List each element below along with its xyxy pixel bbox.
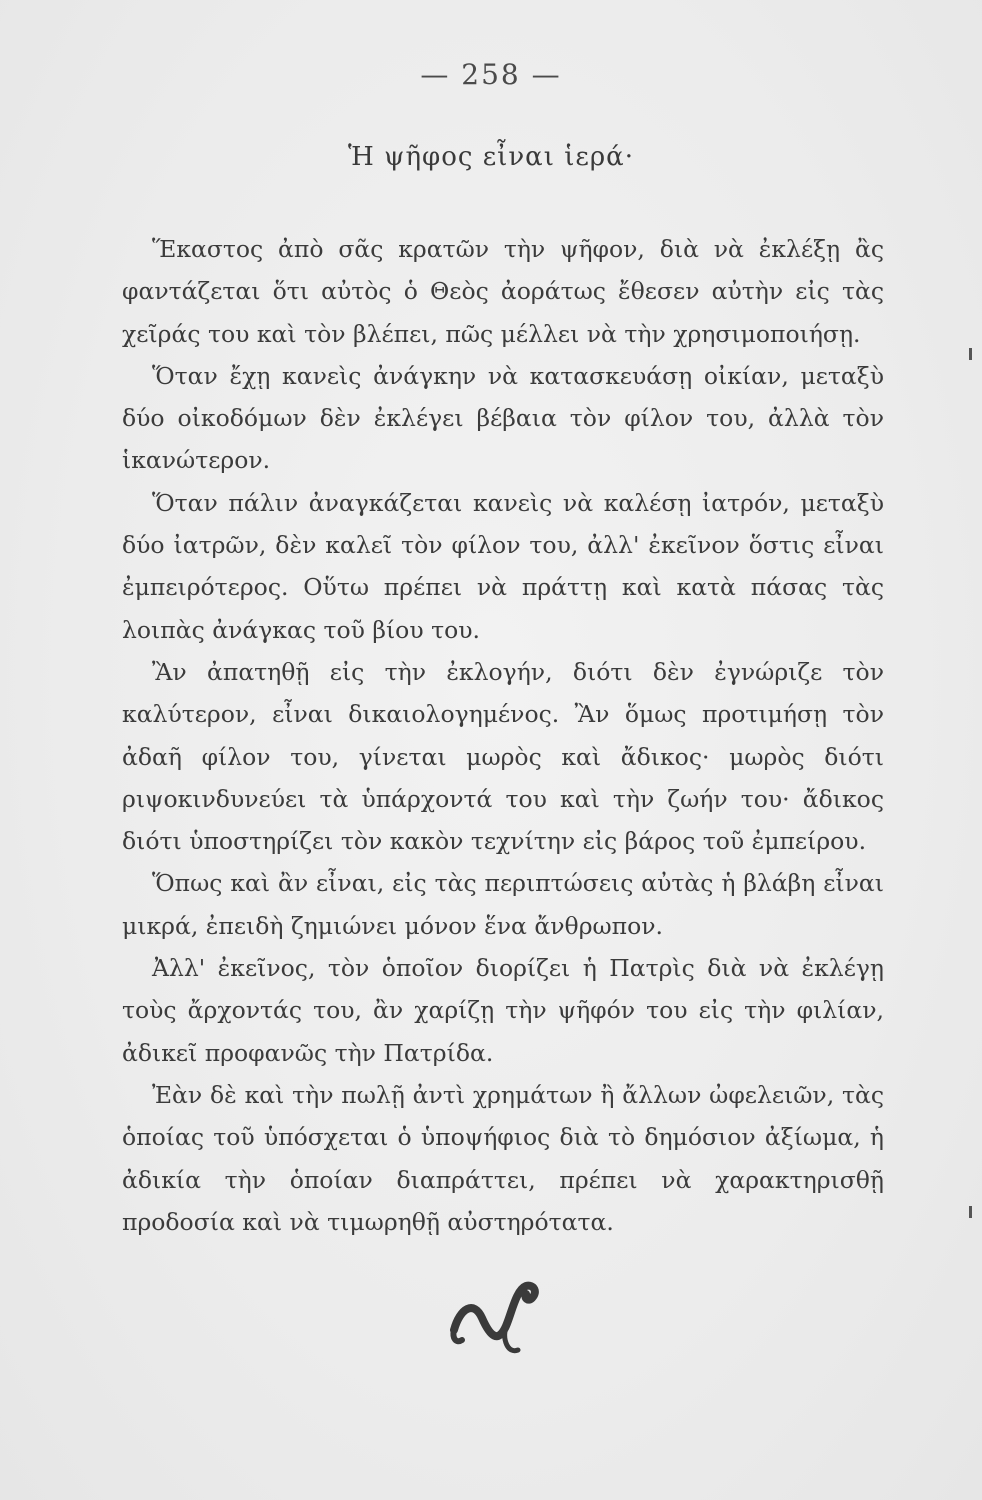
paragraph: Ὅπως καὶ ἂν εἶναι, εἰς τὰς περιπτώσεις αὐτὰς ἡ βλάβη εἶναι μικρά, ἐπειδὴ ζημιώνει μόνον ἕνα ἄνθρωπον.: [122, 869, 884, 940]
margin-mark: [969, 1206, 972, 1218]
paragraph: Ὅταν πάλιν ἀναγκάζεται κανεὶς νὰ καλέσῃ ἰατρόν, μεταξὺ δύο ἰατρῶν, δὲν καλεῖ τὸν φίλον του, ἀλλ' ἐκεῖνον ὅστις εἶναι ἐμπειρότερος. Οὕτω πρέπει νὰ πράττῃ καὶ κατὰ πάσας τὰς λοιπὰς ἀνάγκας τοῦ βίου του.: [122, 488, 884, 644]
paragraph: Ἀλλ' ἐκεῖνος, τὸν ὁποῖον διορίζει ἡ Πατρὶς διὰ νὰ ἐκλέγῃ τοὺς ἄρχοντάς του, ἂν χαρίζῃ τὴν ψῆφόν του εἰς τὴν φιλίαν, ἀδικεῖ προφανῶς τὴν Πατρίδα.: [122, 954, 884, 1067]
margin-mark: [969, 348, 972, 360]
wave-ornament-graphic: [448, 1278, 544, 1362]
paragraph: Ἕκαστος ἀπὸ σᾶς κρατῶν τὴν ψῆφον, διὰ νὰ ἐκλέξῃ ἂς φαντάζεται ὅτι αὐτὸς ὁ Θεὸς ἀοράτως ἔθεσεν αὐτὴν εἰς τὰς χεῖράς του καὶ τὸν βλέπει, πῶς μέλλει νὰ τὴν χρησιμοποιήσῃ.: [122, 235, 884, 348]
section-heading: Ἡ ψῆφος εἶναι ἱερά·: [348, 142, 634, 172]
body-text: [122, 228, 884, 1243]
paragraph: Ἐὰν δὲ καὶ τὴν πωλῇ ἀντὶ χρημάτων ἢ ἄλλων ὠφελειῶν, τὰς ὁποίας τοῦ ὑπόσχεται ὁ ὑποψήφιος διὰ τὸ δημόσιον ἀξίωμα, ἡ ἀδικία τὴν ὁποίαν διαπράττει, πρέπει νὰ χαρακτηρισθῇ προδοσία καὶ νὰ τιμωρηθῇ αὐστηρότατα.: [122, 1080, 884, 1236]
page-number: — 258 —: [420, 58, 562, 91]
paragraph: Ὅταν ἔχῃ κανεὶς ἀνάγκην νὰ κατασκευάσῃ οἰκίαν, μεταξὺ δύο οἰκοδόμων δὲν ἐκλέγει βέβαια τὸν φίλον του, ἀλλὰ τὸν ἱκανώτερον.: [122, 361, 884, 475]
paragraph: Ἂν ἀπατηθῇ εἰς τὴν ἐκλογήν, διότι δὲν ἐγνώριζε τὸν καλύτερον, εἶναι δικαιολογημένος. Ἂν ὅμως προτιμήσῃ τὸν ἀδαῆ φίλον του, γίνεται μωρὸς καὶ ἄδικος· μωρὸς διότι ριψοκινδυνεύει τὰ ὑπάρχοντά του καὶ τὴν ζωήν του· ἄδικος διότι ὑποστηρίζει τὸν κακὸν τεχνίτην εἰς βάρος τοῦ ἐμπείρου.: [122, 657, 884, 856]
wave-ornament-icon: [448, 1278, 544, 1362]
